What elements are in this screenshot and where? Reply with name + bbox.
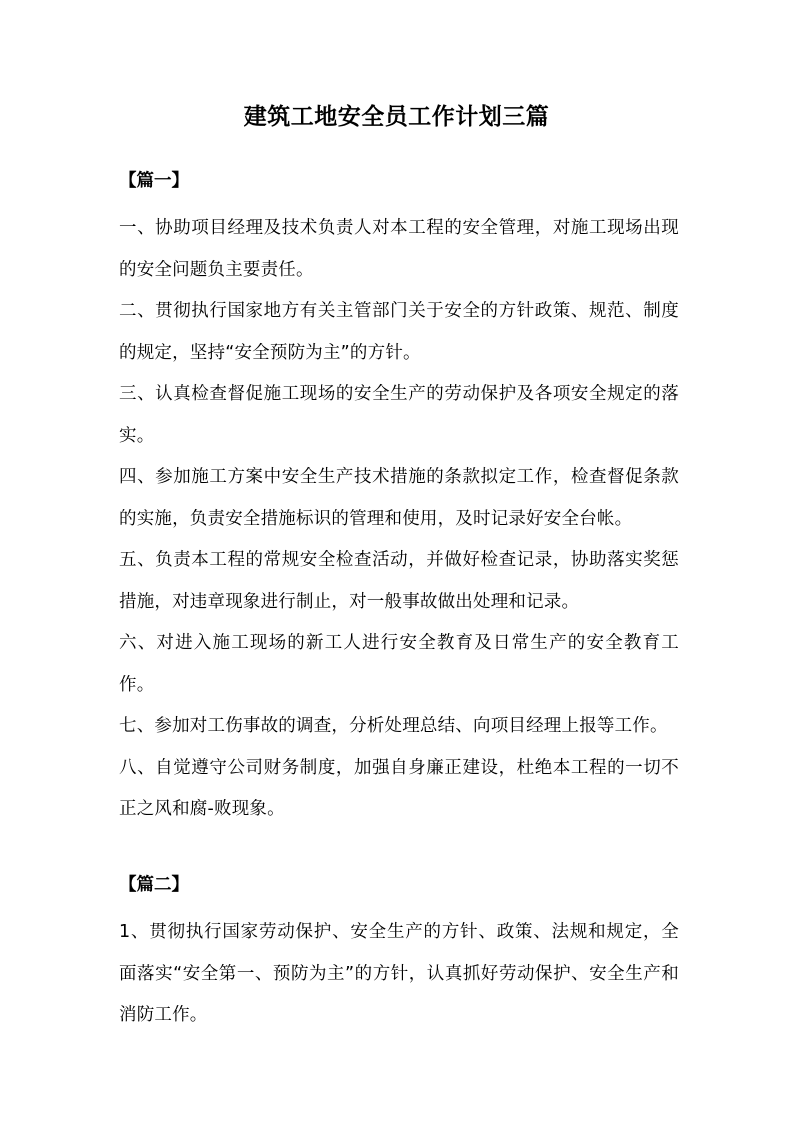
paragraph: 三、认真检查督促施工现场的安全生产的劳动保护及各项安全规定的落实。 [119, 384, 679, 446]
paragraph: 1、贯彻执行国家劳动保护、安全生产的方针、政策、法规和规定，全面落实“安全第一、预防为主”的方针，认真抓好劳动保护、安全生产和消防工作。 [119, 922, 679, 1025]
paragraph: 六、对进入施工现场的新工人进行安全教育及日常生产的安全教育工作。 [119, 633, 679, 695]
paragraph: 二、贯彻执行国家地方有关主管部门关于安全的方针政策、规范、制度的规定，坚持“安全预防为主”的方针。 [119, 301, 679, 363]
paragraph: 一、协助项目经理及技术负责人对本工程的安全管理，对施工现场出现的安全问题负主要责任。 [119, 218, 679, 280]
paragraph: 八、自觉遵守公司财务制度，加强自身廉正建设，杜绝本工程的一切不正之风和腐-败现象。 [119, 757, 679, 819]
section-one [119, 168, 679, 831]
section-heading: 【篇二】 [119, 875, 189, 895]
section-heading: 【篇一】 [119, 171, 189, 191]
paragraph: 七、参加对工伤事故的调查，分析处理总结、向项目经理上报等工作。 [119, 716, 668, 736]
paragraph: 五、负责本工程的常规安全检查活动，并做好检查记录，协助落实奖惩措施，对违章现象进行制止，对一般事故做出处理和记录。 [119, 550, 679, 612]
section-body [119, 912, 679, 1037]
section-two [119, 872, 679, 1037]
section-body [119, 208, 679, 831]
document-title: 建筑工地安全员工作计划三篇 [243, 104, 550, 130]
paragraph: 四、参加施工方案中安全生产技术措施的条款拟定工作，检查督促条款的实施，负责安全措施标识的管理和使用，及时记录好安全台帐。 [119, 467, 679, 529]
